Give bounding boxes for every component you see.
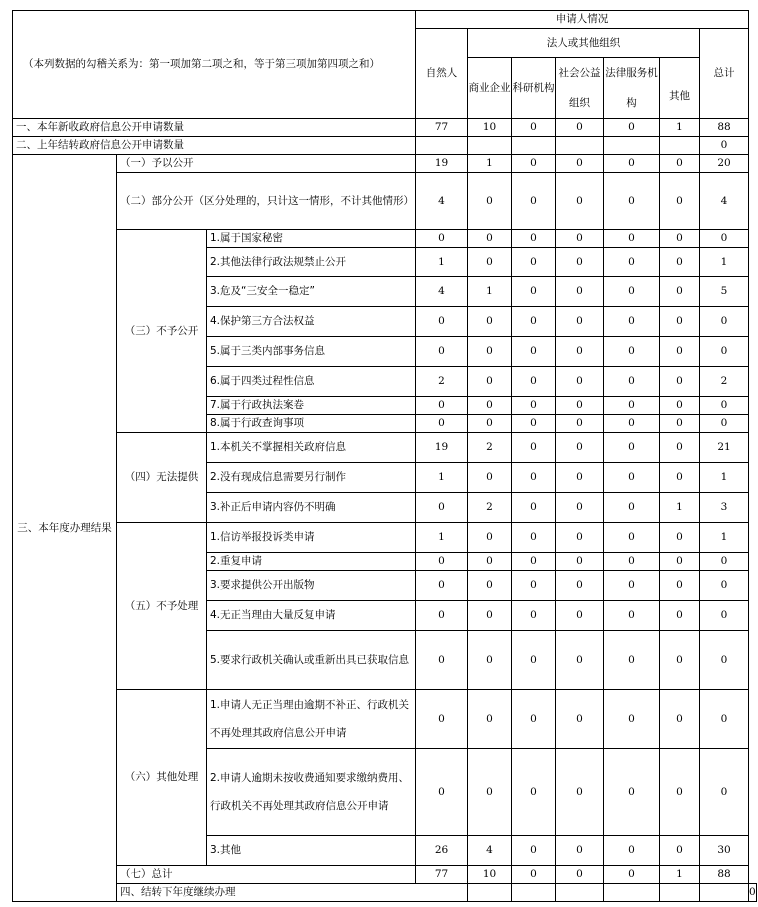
cell: 0 <box>700 631 749 690</box>
item-4-2-label: 2.没有现成信息需要另行制作 <box>207 463 416 493</box>
cell: 0 <box>700 137 749 155</box>
cell: 0 <box>416 493 468 523</box>
group-3-label: （三）不予公开 <box>117 230 207 433</box>
cell: 0 <box>416 690 468 749</box>
cell: 19 <box>416 433 468 463</box>
cell: 0 <box>416 397 468 415</box>
item-5-3-label: 3.要求提供公开出版物 <box>207 571 416 601</box>
cell: 0 <box>604 367 660 397</box>
cell: 0 <box>512 307 556 337</box>
commercial-header: 商业企业 <box>468 58 512 119</box>
cell: 5 <box>700 277 749 307</box>
cell: 0 <box>468 307 512 337</box>
cell: 0 <box>512 119 556 137</box>
cell: 0 <box>700 307 749 337</box>
cell: 0 <box>512 173 556 230</box>
cell: 0 <box>416 571 468 601</box>
table-note: （本列数据的勾稽关系为：第一项加第二项之和，等于第三项加第四项之和） <box>13 11 416 119</box>
cell: 0 <box>700 397 749 415</box>
cell <box>556 137 604 155</box>
cell: 0 <box>468 248 512 277</box>
cell: 1 <box>660 866 700 884</box>
cell: 0 <box>556 463 604 493</box>
social-header: 社会公益组织 <box>556 58 604 119</box>
cell: 0 <box>556 553 604 571</box>
cell: 0 <box>556 248 604 277</box>
cell: 0 <box>512 337 556 367</box>
cell: 0 <box>604 277 660 307</box>
item-3-7-label: 7.属于行政执法案卷 <box>207 397 416 415</box>
cell: 0 <box>604 415 660 433</box>
cell: 0 <box>468 230 512 248</box>
section-1-label: 一、本年新收政府信息公开申请数量 <box>13 119 416 137</box>
cell: 77 <box>416 119 468 137</box>
cell: 0 <box>660 749 700 836</box>
natural-person-header: 自然人 <box>416 29 468 119</box>
cell: 0 <box>512 866 556 884</box>
cell: 2 <box>700 367 749 397</box>
cell: 0 <box>604 173 660 230</box>
group-7-label: （七）总计 <box>117 866 416 884</box>
cell: 0 <box>468 463 512 493</box>
cell: 0 <box>660 523 700 553</box>
cell: 0 <box>556 307 604 337</box>
cell: 0 <box>660 836 700 866</box>
cell: 0 <box>604 433 660 463</box>
cell: 0 <box>512 463 556 493</box>
cell: 0 <box>512 749 556 836</box>
cell: 0 <box>556 631 604 690</box>
cell: 2 <box>468 493 512 523</box>
cell: 0 <box>604 601 660 631</box>
cell: 0 <box>556 601 604 631</box>
item-6-1-label: 1.申请人无正当理由逾期不补正、行政机关不再处理其政府信息公开申请 <box>207 690 416 749</box>
cell: 0 <box>416 553 468 571</box>
cell: 1 <box>416 523 468 553</box>
cell: 0 <box>660 155 700 173</box>
cell: 0 <box>512 553 556 571</box>
cell <box>660 884 700 902</box>
cell: 0 <box>660 415 700 433</box>
item-5-4-label: 4.无正当理由大量反复申请 <box>207 601 416 631</box>
cell: 1 <box>416 248 468 277</box>
item-3-6-label: 6.属于四类过程性信息 <box>207 367 416 397</box>
cell: 0 <box>468 631 512 690</box>
cell: 0 <box>660 277 700 307</box>
research-header: 科研机构 <box>512 58 556 119</box>
cell <box>660 137 700 155</box>
cell: 0 <box>604 155 660 173</box>
cell <box>604 137 660 155</box>
cell: 0 <box>468 571 512 601</box>
cell: 3 <box>700 493 749 523</box>
cell: 0 <box>512 230 556 248</box>
cell: 0 <box>416 337 468 367</box>
cell <box>416 137 468 155</box>
cell: 26 <box>416 836 468 866</box>
gov-info-disclosure-table <box>12 10 757 902</box>
item-5-2-label: 2.重复申请 <box>207 553 416 571</box>
cell: 0 <box>749 884 757 902</box>
cell: 0 <box>512 836 556 866</box>
cell: 0 <box>660 397 700 415</box>
cell: 0 <box>660 571 700 601</box>
cell: 0 <box>604 749 660 836</box>
cell: 0 <box>604 690 660 749</box>
cell: 0 <box>556 277 604 307</box>
cell: 0 <box>556 415 604 433</box>
cell: 0 <box>468 173 512 230</box>
cell: 0 <box>604 230 660 248</box>
cell: 4 <box>416 173 468 230</box>
cell: 0 <box>512 631 556 690</box>
cell: 0 <box>700 230 749 248</box>
cell: 0 <box>468 690 512 749</box>
group-5-label: （五）不予处理 <box>117 523 207 690</box>
cell: 0 <box>468 367 512 397</box>
cell: 0 <box>660 463 700 493</box>
cell: 0 <box>604 397 660 415</box>
cell: 0 <box>556 230 604 248</box>
cell: 0 <box>468 337 512 367</box>
cell <box>512 137 556 155</box>
cell: 88 <box>700 119 749 137</box>
cell: 30 <box>700 836 749 866</box>
cell: 0 <box>468 397 512 415</box>
cell: 21 <box>700 433 749 463</box>
cell: 0 <box>700 571 749 601</box>
cell: 4 <box>416 277 468 307</box>
cell: 0 <box>700 553 749 571</box>
cell: 1 <box>468 277 512 307</box>
cell: 0 <box>512 493 556 523</box>
cell <box>604 884 660 902</box>
cell: 0 <box>604 836 660 866</box>
section-2-label: 二、上年结转政府信息公开申请数量 <box>13 137 416 155</box>
cell: 0 <box>660 690 700 749</box>
item-3-2-label: 2.其他法律行政法规禁止公开 <box>207 248 416 277</box>
cell: 0 <box>416 307 468 337</box>
cell: 0 <box>556 119 604 137</box>
group-6-label: （六）其他处理 <box>117 690 207 866</box>
cell: 0 <box>604 493 660 523</box>
item-4-3-label: 3.补正后申请内容仍不明确 <box>207 493 416 523</box>
cell: 0 <box>556 493 604 523</box>
cell: 0 <box>660 230 700 248</box>
cell: 0 <box>604 631 660 690</box>
item-3-8-label: 8.属于行政查询事项 <box>207 415 416 433</box>
item-3-3-label: 3.危及“三安全一稳定” <box>207 277 416 307</box>
cell: 1 <box>660 493 700 523</box>
cell: 0 <box>416 230 468 248</box>
cell: 0 <box>512 433 556 463</box>
cell: 0 <box>512 367 556 397</box>
cell: 2 <box>468 433 512 463</box>
cell: 0 <box>512 248 556 277</box>
cell: 1 <box>700 463 749 493</box>
cell: 0 <box>604 248 660 277</box>
cell: 10 <box>468 119 512 137</box>
cell: 0 <box>604 463 660 493</box>
cell: 0 <box>660 631 700 690</box>
cell <box>468 137 512 155</box>
cell: 0 <box>512 523 556 553</box>
cell: 0 <box>556 173 604 230</box>
cell: 0 <box>660 433 700 463</box>
cell: 1 <box>660 119 700 137</box>
cell: 0 <box>556 571 604 601</box>
cell: 0 <box>512 155 556 173</box>
cell: 0 <box>660 553 700 571</box>
cell <box>512 884 556 902</box>
group-4-label: （四）无法提供 <box>117 433 207 523</box>
cell: 0 <box>604 337 660 367</box>
cell: 0 <box>556 433 604 463</box>
item-4-1-label: 1.本机关不掌握相关政府信息 <box>207 433 416 463</box>
group-2-label: （二）部分公开（区分处理的，只计这一情形，不计其他情形） <box>117 173 416 230</box>
cell: 0 <box>556 749 604 836</box>
cell: 0 <box>700 601 749 631</box>
cell: 0 <box>556 523 604 553</box>
cell: 0 <box>660 337 700 367</box>
cell: 0 <box>468 523 512 553</box>
cell: 0 <box>556 337 604 367</box>
cell: 0 <box>512 690 556 749</box>
legal-service-header: 法律服务机构 <box>604 58 660 119</box>
cell: 0 <box>556 866 604 884</box>
cell: 0 <box>604 553 660 571</box>
cell: 0 <box>416 749 468 836</box>
cell: 0 <box>416 601 468 631</box>
cell: 0 <box>604 119 660 137</box>
total-header: 总计 <box>700 29 749 119</box>
cell: 20 <box>700 155 749 173</box>
cell: 77 <box>416 866 468 884</box>
cell: 0 <box>660 307 700 337</box>
cell: 0 <box>512 397 556 415</box>
cell: 0 <box>512 277 556 307</box>
cell: 0 <box>556 367 604 397</box>
item-5-5-label: 5.要求行政机关确认或重新出具已获取信息 <box>207 631 416 690</box>
cell: 0 <box>468 415 512 433</box>
cell: 88 <box>700 866 749 884</box>
cell: 0 <box>416 415 468 433</box>
cell: 0 <box>468 749 512 836</box>
cell: 0 <box>604 307 660 337</box>
cell: 0 <box>660 248 700 277</box>
cell: 0 <box>468 601 512 631</box>
item-3-1-label: 1.属于国家秘密 <box>207 230 416 248</box>
cell: 1 <box>468 155 512 173</box>
cell: 0 <box>556 155 604 173</box>
cell: 1 <box>700 248 749 277</box>
item-6-2-label: 2.申请人逾期未按收费通知要求缴纳费用、行政机关不再处理其政府信息公开申请 <box>207 749 416 836</box>
cell: 0 <box>512 415 556 433</box>
other-header: 其他 <box>660 88 700 119</box>
cell: 0 <box>700 415 749 433</box>
cell: 0 <box>416 631 468 690</box>
cell: 0 <box>660 173 700 230</box>
cell: 0 <box>604 866 660 884</box>
cell: 0 <box>660 367 700 397</box>
cell: 0 <box>700 337 749 367</box>
cell: 0 <box>468 553 512 571</box>
legal-group-header: 法人或其他组织 <box>468 29 700 58</box>
section-3-label: 三、本年度办理结果 <box>13 155 117 902</box>
cell: 4 <box>700 173 749 230</box>
cell: 0 <box>556 690 604 749</box>
cell: 0 <box>700 749 749 836</box>
other-header-top <box>660 58 700 89</box>
cell: 1 <box>416 463 468 493</box>
cell: 0 <box>604 523 660 553</box>
item-3-4-label: 4.保护第三方合法权益 <box>207 307 416 337</box>
cell <box>556 884 604 902</box>
item-6-3-label: 3.其他 <box>207 836 416 866</box>
cell: 4 <box>468 836 512 866</box>
cell: 0 <box>604 571 660 601</box>
item-5-1-label: 1.信访举报投诉类申请 <box>207 523 416 553</box>
cell: 0 <box>700 690 749 749</box>
applicant-header: 申请人情况 <box>416 11 749 29</box>
cell: 0 <box>512 571 556 601</box>
cell: 0 <box>556 397 604 415</box>
group-1-label: （一）予以公开 <box>117 155 416 173</box>
item-3-5-label: 5.属于三类内部事务信息 <box>207 337 416 367</box>
cell: 19 <box>416 155 468 173</box>
cell: 2 <box>416 367 468 397</box>
cell: 0 <box>556 836 604 866</box>
cell: 1 <box>700 523 749 553</box>
cell: 0 <box>660 601 700 631</box>
cell <box>700 884 749 902</box>
section-4-label: 四、结转下年度继续办理 <box>117 884 468 902</box>
cell: 10 <box>468 866 512 884</box>
cell: 0 <box>512 601 556 631</box>
cell <box>468 884 512 902</box>
